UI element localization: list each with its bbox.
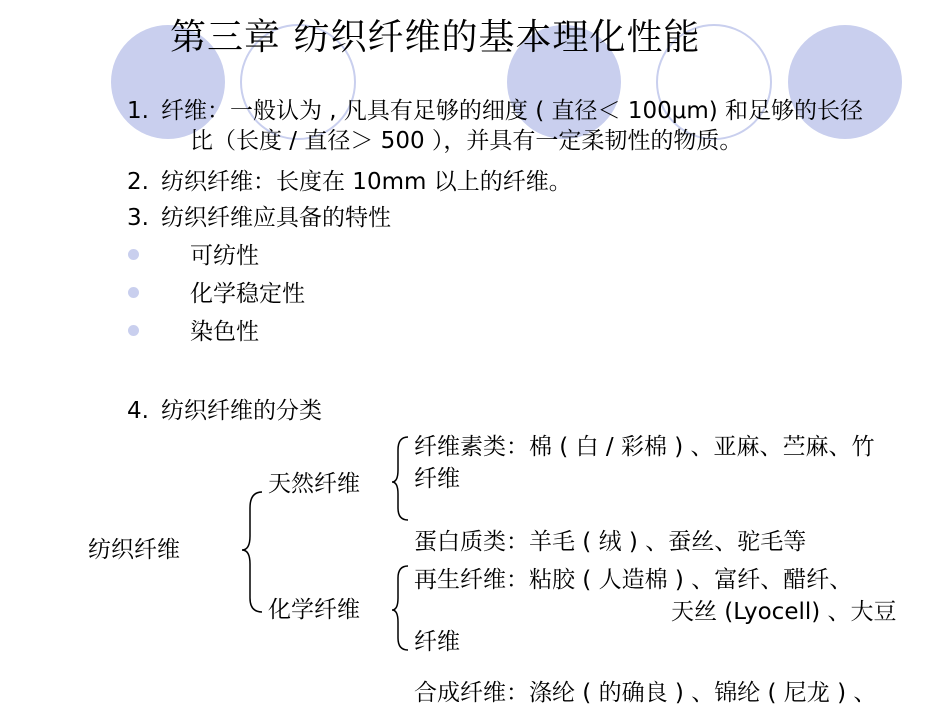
tree-root-label: 纺织纤维 [88, 537, 180, 563]
item-text: 纺织纤维的分类 [161, 398, 322, 424]
regenerated-fiber-text-cont: 天丝 (Lyocell) 、大豆 [671, 599, 897, 625]
bullet-item: 可纺性 [190, 243, 259, 269]
protein-fiber-text: 蛋白质类：羊毛 ( 绒 ) 、蚕丝、驼毛等 [414, 529, 807, 555]
item-text: 纺织纤维应具备的特性 [161, 205, 391, 231]
item-number: 4. [127, 398, 149, 424]
regenerated-fiber-text: 再生纤维：粘胶 ( 人造棉 ) 、富纤、醋纤、 [414, 567, 853, 593]
item-text: 纺织纤维：长度在 10mm 以上的纤维。 [161, 169, 572, 195]
page-title: 第三章 纺织纤维的基本理化性能 [170, 17, 701, 58]
list-item-1-continuation: 比（长度 / 直径＞ 500 ），并具有一定柔韧性的物质。 [190, 128, 743, 154]
natural-brace [392, 437, 408, 520]
regenerated-fiber-text-end: 纤维 [414, 629, 460, 655]
item-number: 2. [127, 169, 149, 195]
root-brace [242, 492, 262, 612]
cellulose-fiber-text: 纤维素类：棉 ( 白 / 彩棉 ) 、亚麻、苎麻、竹 [414, 434, 875, 460]
synthetic-fiber-text: 合成纤维：涤纶 ( 的确良 ) 、锦纶 ( 尼龙 ) 、 [414, 680, 877, 706]
natural-fiber-label: 天然纤维 [268, 471, 360, 497]
bullet-item: 染色性 [190, 319, 259, 345]
item-text: 纤维：一般认为 , 凡具有足够的细度 ( 直径＜ 100μm) 和足够的长径 [161, 98, 864, 124]
bullet-item: 化学稳定性 [190, 281, 305, 307]
item-number: 1. [127, 98, 149, 124]
chemical-brace [392, 566, 408, 650]
chemical-fiber-label: 化学纤维 [268, 597, 360, 623]
cellulose-fiber-text-cont: 纤维 [414, 466, 460, 492]
item-number: 3. [127, 205, 149, 231]
